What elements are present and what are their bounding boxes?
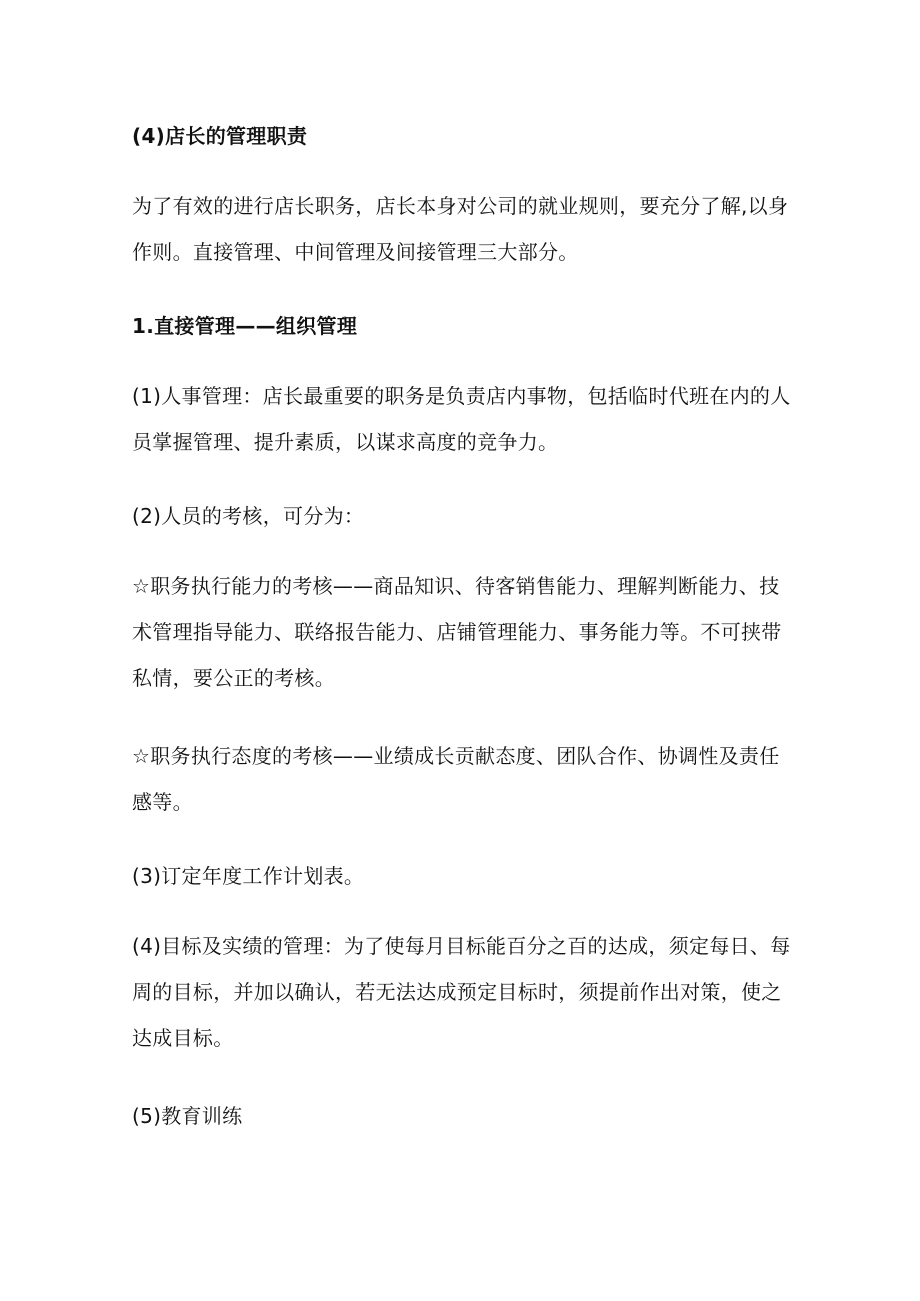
section-heading: (4)店长的管理职责 bbox=[132, 124, 308, 148]
intro-paragraph: 为了有效的进行店长职务，店长本身对公司的就业规则，要充分了解,以身作则。直接管理、中间管理及间接管理三大部分。 bbox=[132, 194, 789, 264]
ability-evaluation-paragraph: ☆职务执行能力的考核——商品知识、待客销售能力、理解判断能力、技术管理指导能力、联络报告能力、店铺管理能力、事务能力等。不可挟带私情，要公正的考核。 bbox=[132, 574, 782, 690]
direct-management-heading: 1.直接管理——组织管理 bbox=[132, 314, 358, 338]
personnel-management-paragraph: (1)人事管理：店长最重要的职务是负责店内事物，包括临时代班在内的人员掌握管理、提升素质，以谋求高度的竞争力。 bbox=[132, 384, 791, 454]
training-paragraph: (5)教育训练 bbox=[132, 1104, 243, 1128]
attitude-evaluation-paragraph: ☆职务执行态度的考核——业绩成长贡献态度、团队合作、协调性及责任感等。 bbox=[132, 744, 780, 814]
target-management-paragraph: (4)目标及实绩的管理：为了使每月目标能百分之百的达成，须定每日、每周的目标，并加以确认，若无法达成预定目标时，须提前作出对策，使之达成目标。 bbox=[132, 934, 791, 1050]
annual-plan-paragraph: (3)订定年度工作计划表。 bbox=[132, 864, 365, 888]
staff-evaluation-paragraph: (2)人员的考核，可分为： bbox=[132, 504, 365, 528]
